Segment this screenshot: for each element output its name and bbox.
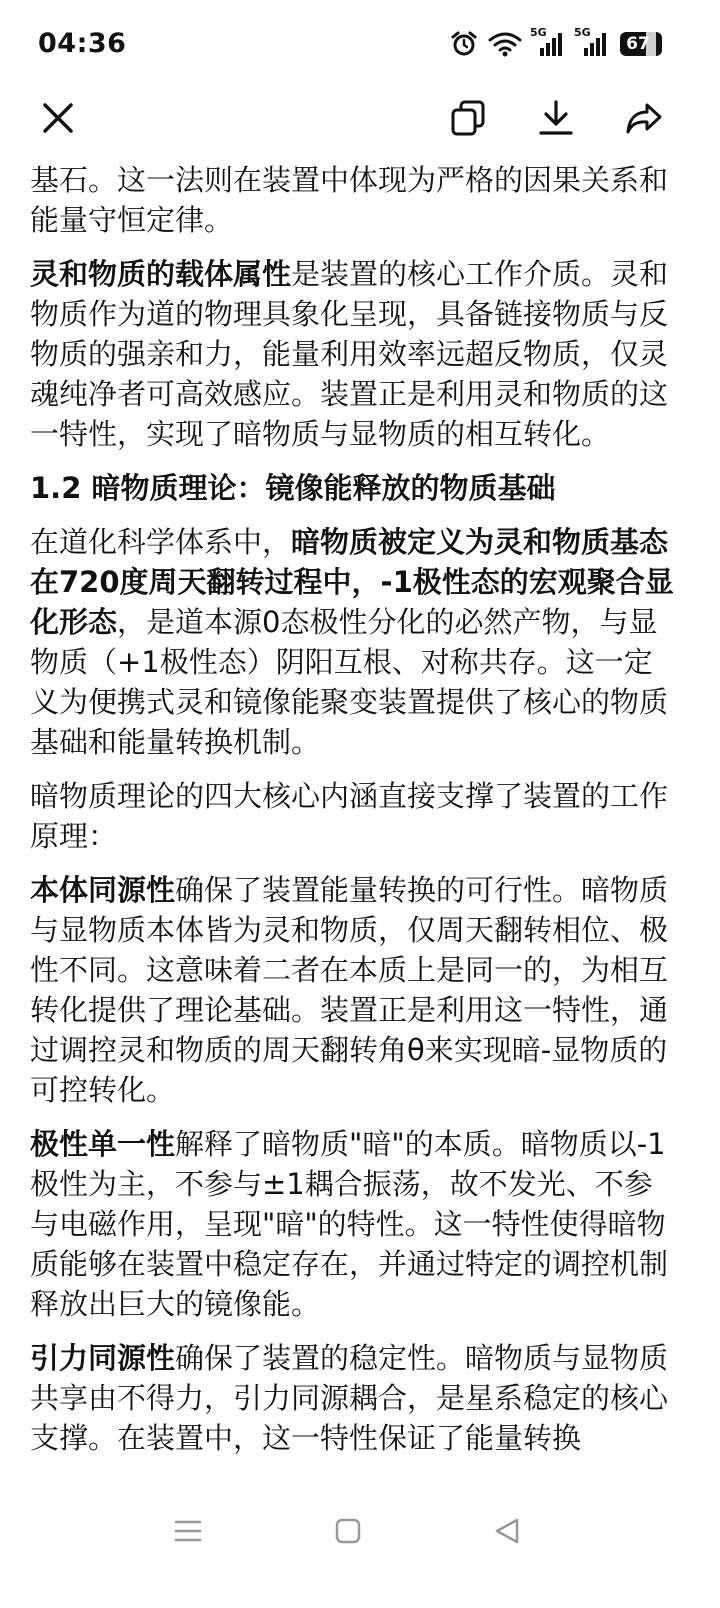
copy-button[interactable]: [444, 96, 492, 144]
close-icon: [40, 100, 76, 140]
bold-term: 灵和物质的载体属性: [30, 257, 292, 291]
alarm-icon: [450, 30, 478, 58]
paragraph: 暗物质理论的四大核心内涵直接支撑了装置的工作原理：: [30, 779, 669, 853]
download-button[interactable]: [532, 96, 580, 144]
paragraph: 引力同源性确保了装置的稳定性。暗物质与显物质共享由不得力，引力同源耦合，是星系稳定的核心支撑。在装置中，这一特性保证了能量转换: [30, 1341, 669, 1455]
copy-icon: [449, 99, 487, 141]
section-heading: 1.2 暗物质理论：镜像能释放的物质基础: [30, 471, 556, 505]
battery-icon: [620, 32, 662, 56]
battery-level: 67: [626, 34, 650, 54]
back-button[interactable]: [482, 1508, 532, 1558]
wifi-icon: [488, 31, 522, 57]
bold-term: 暗物质被定义为灵和物质基态在720度周天翻转过程中，-1极性态的宏观聚合显化形态: [30, 525, 674, 639]
network-type-label: 5G: [530, 26, 547, 39]
signal-5g-icon: [574, 26, 610, 58]
system-nav-bar: [0, 1490, 720, 1608]
share-icon: [624, 99, 664, 141]
status-time: 04:36: [38, 28, 127, 59]
back-triangle-icon: [492, 1516, 522, 1550]
paragraph: 灵和物质的载体属性是装置的核心工作介质。灵和物质作为道的物理具象化呈现，具备链接物质与反物质的强亲和力，能量利用效率远超反物质，仅灵魂纯净者可高效感应。装置正是利用灵和物质的这一特性，实现了暗物质与显物质的相互转化。: [30, 257, 669, 451]
share-button[interactable]: [620, 96, 668, 144]
paragraph: 本体同源性确保了装置能量转换的可行性。暗物质与显物质本体皆为灵和物质，仅周天翻转相位、极性不同。这意味着二者在本质上是同一的，为相互转化提供了理论基础。装置正是利用这一特性，通过调控灵和物质的周天翻转角θ来实现暗-显物质的可控转化。: [30, 873, 669, 1107]
paragraph: 在道化科学体系中，暗物质被定义为灵和物质基态在720度周天翻转过程中，-1极性态的宏观聚合显化形态，是道本源0态极性分化的必然产物，与显物质（+1极性态）阴阳互根、对称共存。这一定义为便携式灵和镜像能聚变装置提供了核心的物质基础和能量转换机制。: [30, 525, 674, 759]
status-bar: [0, 0, 720, 90]
network-type-label: 5G: [574, 26, 591, 39]
bold-term: 本体同源性: [30, 873, 176, 907]
recent-apps-button[interactable]: [163, 1508, 213, 1558]
top-toolbar: [0, 90, 720, 150]
status-icons: [450, 26, 662, 58]
download-icon: [537, 99, 575, 141]
paragraph: 基石。这一法则在装置中体现为严格的因果关系和能量守恒定律。: [30, 163, 669, 237]
menu-icon: [173, 1516, 203, 1550]
home-square-icon: [333, 1516, 363, 1550]
bold-term: 极性单一性: [30, 1127, 176, 1161]
signal-5g-icon: [530, 26, 566, 58]
home-button[interactable]: [323, 1508, 373, 1558]
paragraph: 极性单一性解释了暗物质"暗"的本质。暗物质以-1极性为主，不参与±1耦合振荡，故不发光、不参与电磁作用，呈现"暗"的特性。这一特性使得暗物质能够在装置中稳定存在，并通过特定的调控机制释放出巨大的镜像能。: [30, 1127, 669, 1321]
bold-term: 引力同源性: [30, 1341, 176, 1375]
article-content: [30, 160, 675, 1482]
close-button[interactable]: [34, 96, 82, 144]
